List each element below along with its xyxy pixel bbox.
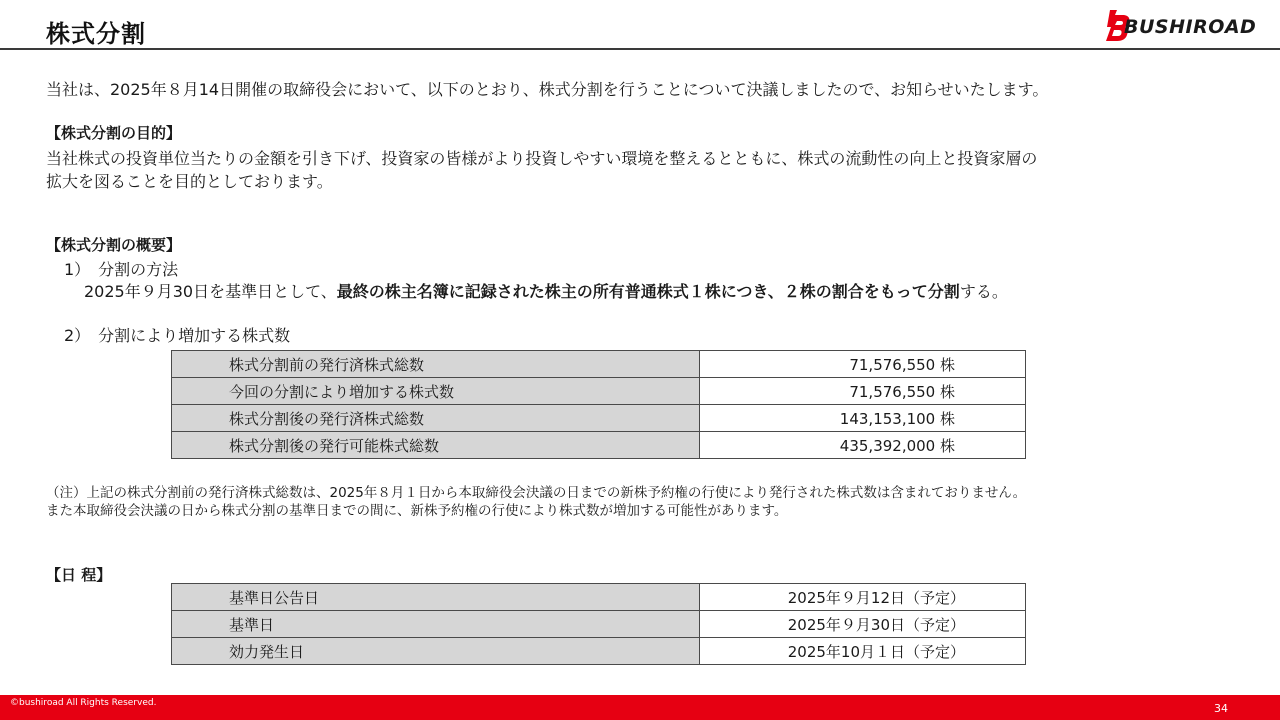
table-row <box>172 611 1026 638</box>
logo-text: BUSHIROAD <box>1124 16 1257 38</box>
split-method-text-c: する。 <box>959 282 1008 301</box>
shares-value: 71,576,550 株 <box>700 378 1026 405</box>
shares-label: 今回の分割により増加する株式数 <box>172 378 700 405</box>
shares-table <box>171 350 1026 459</box>
shares-label: 株式分割後の発行済株式総数 <box>172 405 700 432</box>
note-line2: また本取締役会決議の日から株式分割の基準日までの間に、新株予約権の行使により株式数が増加する可能性があります。 <box>46 503 788 519</box>
split-method-text <box>84 279 1008 302</box>
page-title: 株式分割 <box>46 20 146 48</box>
purpose-text-line2: 拡大を図ることを目的としております。 <box>46 172 333 191</box>
title-divider <box>0 48 1280 50</box>
schedule-value: 2025年９月12日（予定） <box>700 584 1026 611</box>
schedule-label: 効力発生日 <box>172 638 700 665</box>
purpose-text-line1: 当社株式の投資単位当たりの金額を引き下げ、投資家の皆様がより投資しやすい環境を整えるとともに、株式の流動性の向上と投資家層の <box>46 149 1038 168</box>
shares-value: 71,576,550 株 <box>700 351 1026 378</box>
schedule-label: 基準日公告日 <box>172 584 700 611</box>
copyright-text: ©bushiroad All Rights Reserved. <box>10 698 157 708</box>
shares-label: 株式分割前の発行済株式総数 <box>172 351 700 378</box>
shares-value: 435,392,000 株 <box>700 432 1026 459</box>
table-row <box>172 584 1026 611</box>
schedule-heading: 【日 程】 <box>46 566 112 584</box>
table-row <box>172 638 1026 665</box>
note-line1: （注）上記の株式分割前の発行済株式総数は、2025年８月１日から本取締役会決議の日までの新株予約権の行使により発行された株式数は含まれておりません。 <box>46 485 1027 501</box>
purpose-heading: 【株式分割の目的】 <box>46 124 182 142</box>
increase-title: 2） 分割により増加する株式数 <box>64 326 291 345</box>
table-row <box>172 405 1026 432</box>
shares-label: 株式分割後の発行可能株式総数 <box>172 432 700 459</box>
footer-bar <box>0 695 1280 720</box>
schedule-label: 基準日 <box>172 611 700 638</box>
table-row <box>172 378 1026 405</box>
table-row <box>172 432 1026 459</box>
split-method-title: 1） 分割の方法 <box>64 260 179 279</box>
schedule-table <box>171 583 1026 665</box>
page-number: 34 <box>1214 702 1228 715</box>
intro-text: 当社は、2025年８月14日開催の取締役会において、以下のとおり、株式分割を行うことについて決議しましたので、お知らせいたします。 <box>46 80 1049 99</box>
shares-value: 143,153,100 株 <box>700 405 1026 432</box>
overview-heading: 【株式分割の概要】 <box>46 236 182 254</box>
split-method-text-a: 2025年９月30日を基準日として、 <box>84 282 337 301</box>
schedule-value: 2025年９月30日（予定） <box>700 611 1026 638</box>
schedule-value: 2025年10月１日（予定） <box>700 638 1026 665</box>
table-row <box>172 351 1026 378</box>
split-method-text-bold: 最終の株主名簿に記録された株主の所有普通株式１株につき、２株の割合をもって分割 <box>336 282 960 301</box>
